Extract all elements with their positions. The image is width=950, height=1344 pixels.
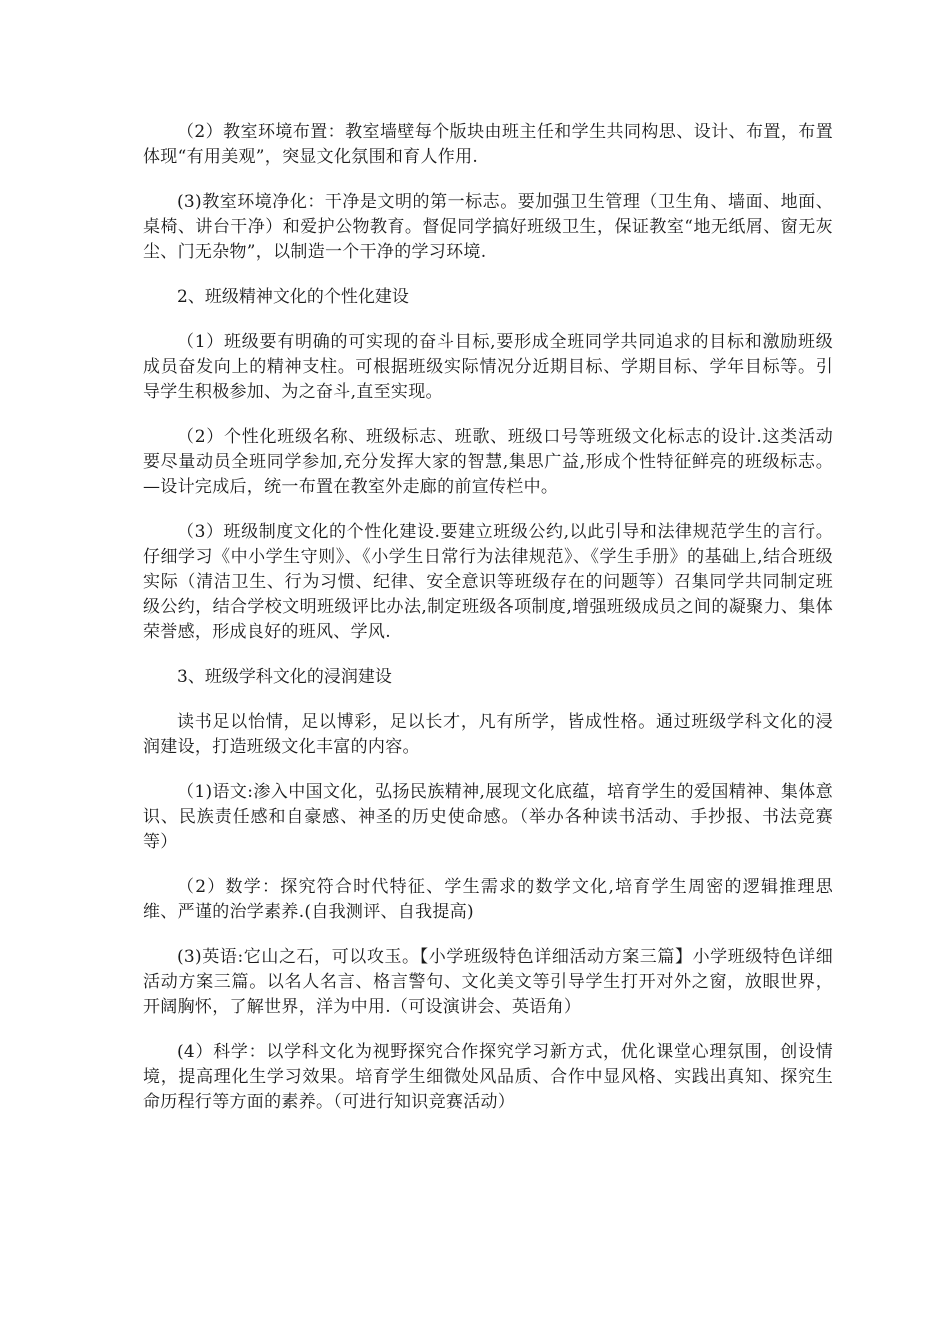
paragraph-classroom-cleaning: (3)教室环境净化：干净是文明的第一标志。要加强卫生管理（卫生角、墙面、地面、桌椅、讲台干净）和爱护公物教育。督促同学搞好班级卫生，保证教室“地无纸屑、窗无灰尘、门无杂物”，以制造一个干净的学习环境. [143,192,833,262]
document-page [143,120,833,1135]
paragraph-class-rules: （3）班级制度文化的个性化建设.要建立班级公约,以此引导和法律规范学生的言行。仔细学习《中小学生守则》、《小学生日常行为法律规范》、《学生手册》的基础上,结合班级实际（清洁卫生、行为习惯、纪律、安全意识等班级存在的问题等）召集同学共同制定班级公约，结合学校文明班级评比办法,制定班级各项制度,增强班级成员之间的凝聚力、集体荣誉感，形成良好的班风、学风. [143,522,833,642]
section-heading-subject-culture: 3、班级学科文化的浸润建设 [177,667,392,687]
paragraph-reading: 读书足以怡情，足以博彩，足以长才，凡有所学，皆成性格。通过班级学科文化的浸润建设，打造班级文化丰富的内容。 [143,712,833,757]
paragraph-science: (4）科学：以学科文化为视野探究合作探究学习新方式，优化课堂心理氛围，创设情境，提高理化生学习效果。培育学生细微处风品质、合作中显风格、实践出真知、探究生命历程行等方面的素养。（可进行知识竞赛活动） [143,1042,833,1112]
paragraph-chinese: （1)语文:渗入中国文化，弘扬民族精神,展现文化底蕴，培育学生的爱国精神、集体意识、民族责任感和自豪感、神圣的历史使命感。（举办各种读书活动、手抄报、书法竞赛等） [143,782,833,852]
paragraph-classroom-layout: （2）教室环境布置：教室墙壁每个版块由班主任和学生共同构思、设计、布置，布置体现“有用美观”，突显文化氛围和育人作用. [143,122,833,167]
paragraph-math: （2）数学：探究符合时代特征、学生需求的数学文化,培育学生周密的逻辑推理思维、严谨的治学素养.(自我测评、自我提高) [143,877,833,922]
paragraph-goals: （1）班级要有明确的可实现的奋斗目标,要形成全班同学共同追求的目标和激励班级成员奋发向上的精神支柱。可根据班级实际情况分近期目标、学期目标、学年目标等。引导学生积极参加、为之奋斗,直至实现。 [143,332,833,402]
paragraph-english: (3)英语:它山之石，可以攻玉。【小学班级特色详细活动方案三篇】小学班级特色详细活动方案三篇。以名人名言、格言警句、文化美文等引导学生打开对外之窗，放眼世界，开阔胸怀，了解世界，洋为中用.（可设演讲会、英语角） [143,947,833,1017]
section-heading-spirit-culture: 2、班级精神文化的个性化建设 [177,287,409,307]
paragraph-class-symbols: （2）个性化班级名称、班级标志、班歌、班级口号等班级文化标志的设计.这类活动要尽量动员全班同学参加,充分发挥大家的智慧,集思广益,形成个性特征鲜亮的班级标志。—设计完成后，统一布置在教室外走廊的前宣传栏中。 [143,427,833,497]
